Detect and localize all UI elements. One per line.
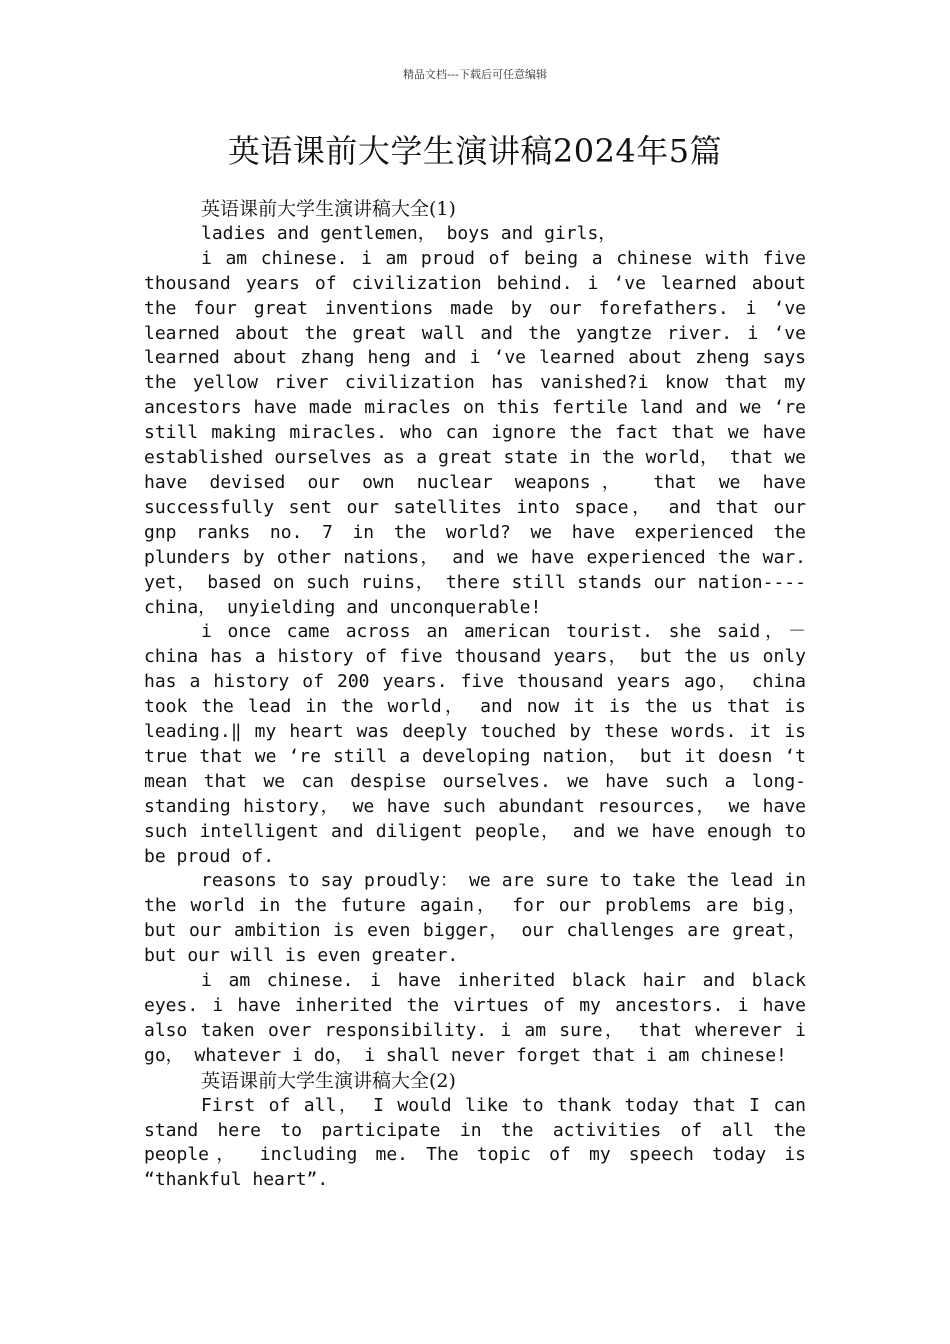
header-note: 精品文档---下载后可任意编辑: [403, 68, 547, 81]
section-heading-1: 英语课前大学生演讲稿大全(1): [201, 198, 456, 220]
section-heading-2: 英语课前大学生演讲稿大全(2): [201, 1069, 456, 1092]
paragraph: First of all， I would like to thank today that I can stand here to participate in the activities of all the people， including me. The topic of my speech today is “thankful heart”.: [144, 1094, 806, 1191]
salutation: ladies and gentlemen， boys and girls，: [201, 222, 617, 244]
paragraph: i am chinese. i am proud of being a chinese with five thousand years of civilization behind. i ‘ve learned about the four great inventions made by our forefathers. i ‘ve learned about the great wall and the yangtze river. i ‘ve learned about zhang heng and i ‘ve learned about zheng says the yellow river civilization has vanished?i know that my ancestors have made miracles on this fertile land and we ‘re still making miracles. who can ignore the fact that we have established ourselves as a great state in the world， that we have devised our own nuclear weapons， that we have successfully sent our satellites into space， and that our gnp ranks no. 7 in the world? we have experienced the plunders by other nations， and we have experienced the war. yet， based on such ruins， there still stands our nation----china， unyielding and unconquerable!: [144, 247, 806, 618]
paragraph: i am chinese. i have inherited black hair and black eyes. i have inherited the virtues of my ancestors. i have also taken over responsibility. i am sure， that wherever i go， whatever i do， i shall never forget that i am chinese!: [144, 970, 806, 1066]
paragraph: reasons to say proudly： we are sure to take the lead in the world in the future again， for our problems are big， but our ambition is even bigger， our challenges are great， but our will is even greater.: [144, 870, 806, 967]
paragraph: i once came across an american tourist. she said，－china has a history of five thousand years， but the us only has a history of 200 years. five thousand years ago， china took the lead in the world， and now it is the us that is leading.‖ my heart was deeply touched by these words. it is true that we ‘re still a developing nation， but it doesn ‘t mean that we can despise ourselves. we have such a long-standing history， we have such abundant resources， we have such intelligent and diligent people， and we have enough to be proud of.: [144, 621, 806, 867]
document-title: 英语课前大学生演讲稿2024年5篇: [227, 132, 723, 170]
document-body: [144, 197, 806, 1193]
